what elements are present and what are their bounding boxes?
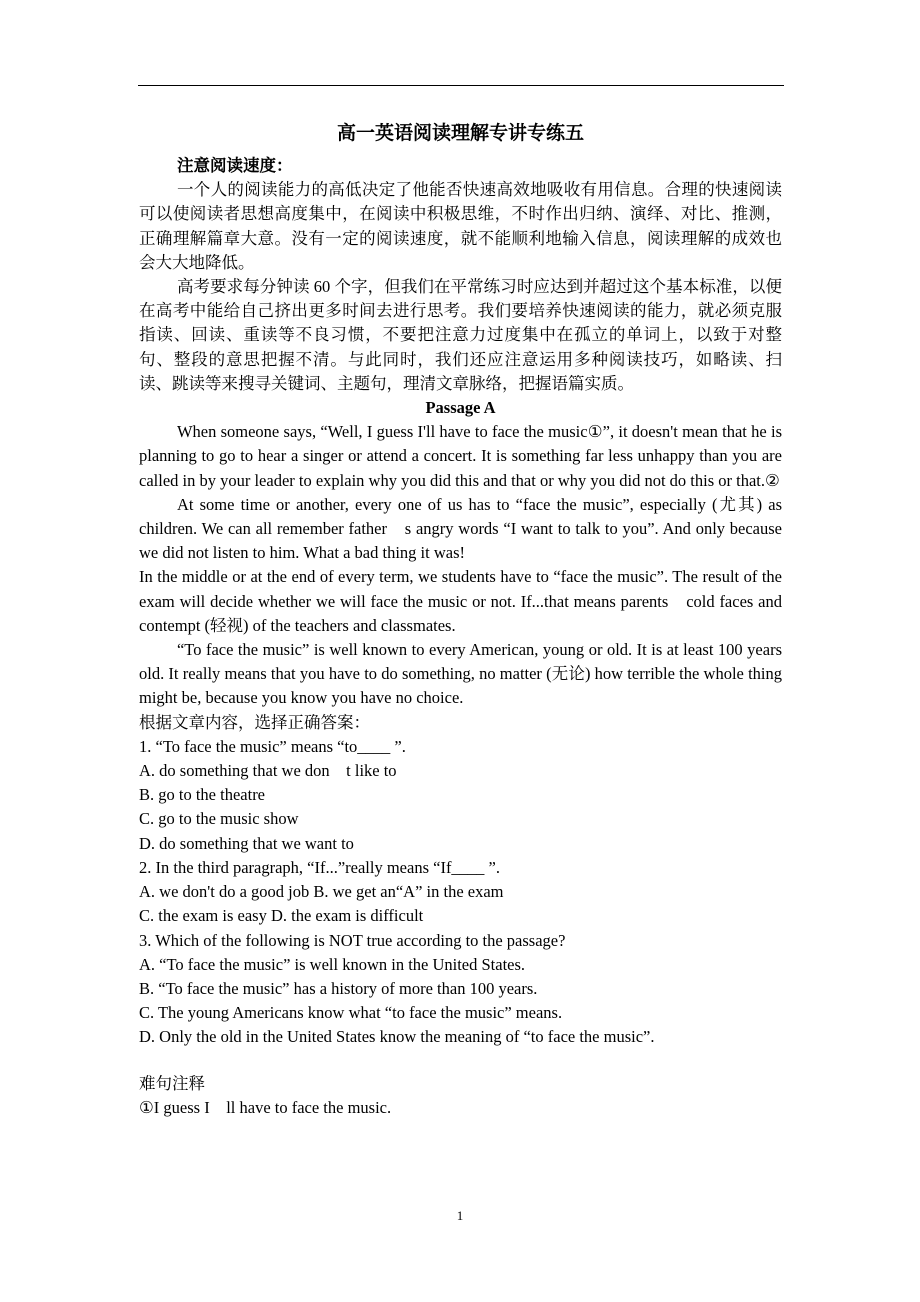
question-stem: 3. Which of the following is NOT true according to the passage?	[139, 930, 566, 950]
header-rule	[138, 85, 784, 86]
spacer	[139, 1050, 782, 1072]
passage-title: Passage A	[425, 398, 496, 418]
passage-paragraph: “To face the music” is well known to every American, young or old. It is at least 100 years old. It really means that you have to do something, no matter (无论) how terrible the whole thing might be, because you know you have no choice.	[139, 640, 782, 708]
passage-paragraph: When someone says, “Well, I guess I'll have to face the music①”, it doesn't mean that he is planning to go to hear a singer or attend a concert. It is something far less unhappy than you are called in by your leader to explain why you did this and that or why you did not do this or that.②	[139, 422, 782, 490]
notes-heading: 难句注释	[139, 1073, 205, 1093]
question-option: A. we don't do a good job B. we get an“A” in the exam	[139, 882, 504, 902]
document-body	[139, 120, 782, 1120]
question-option: A. do something that we don t like to	[139, 761, 397, 781]
section-heading: 注意阅读速度：	[176, 156, 293, 175]
note-item: ①I guess I ll have to face the music.	[139, 1097, 392, 1117]
question-option: D. do something that we want to	[139, 833, 354, 853]
passage-paragraph: At some time or another, every one of us has to “face the music”, especially (尤其) as children. We can all remember father s angry words “I want to talk to you”. And only because we did not listen to him. What a bad thing it was!	[139, 494, 782, 563]
question-option: C. The young Americans know what “to face the music” means.	[139, 1003, 563, 1023]
instruction: 根据文章内容，选择正确答案：	[139, 712, 370, 732]
question-option: C. go to the music show	[139, 809, 299, 829]
question-option: B. “To face the music” has a history of more than 100 years.	[139, 978, 538, 998]
intro-paragraph: 一个人的阅读能力的高低决定了他能否快速高效地吸收有用信息。合理的快速阅读可以使阅读者思想高度集中，在阅读中积极思维，不时作出归纳、演绎、对比、推测，正确理解篇章大意。没有一定的阅读速度，就不能顺利地输入信息，阅读理解的成效也会大大地降低。	[139, 180, 782, 272]
question-option: C. the exam is easy D. the exam is difficult	[139, 906, 424, 926]
page-title: 高一英语阅读理解专讲专练五	[336, 123, 584, 144]
intro-paragraph: 高考要求每分钟读 60 个字，但我们在平常练习时应达到并超过这个基本标准，以便在高考中能给自己挤出更多时间去进行思考。我们要培养快速阅读的能力，就必须克服指读、回读、重读等不良习惯，不要把注意力过度集中在孤立的单词上，以致于对整句、整段的意思把握不清。与此同时，我们还应注意运用多种阅读技巧，如略读、扫读、跳读等来搜寻关键词、主题句，理清文章脉络，把握语篇实质。	[139, 277, 782, 393]
question-option: D. Only the old in the United States know the meaning of “to face the music”.	[139, 1027, 655, 1047]
passage-paragraph: In the middle or at the end of every term, we students have to “face the music”. The result of the exam will decide whether we will face the music or not. If...that means parents cold faces and contempt (轻视) of the teachers and classmates.	[139, 567, 782, 635]
question-stem: 1. “To face the music” means “to____ ”.	[139, 736, 406, 756]
page-number: 1	[456, 1208, 464, 1223]
question-stem: 2. In the third paragraph, “If...”really means “If____ ”.	[139, 857, 501, 877]
question-option: A. “To face the music” is well known in the United States.	[139, 954, 526, 974]
question-option: B. go to the theatre	[139, 785, 266, 805]
